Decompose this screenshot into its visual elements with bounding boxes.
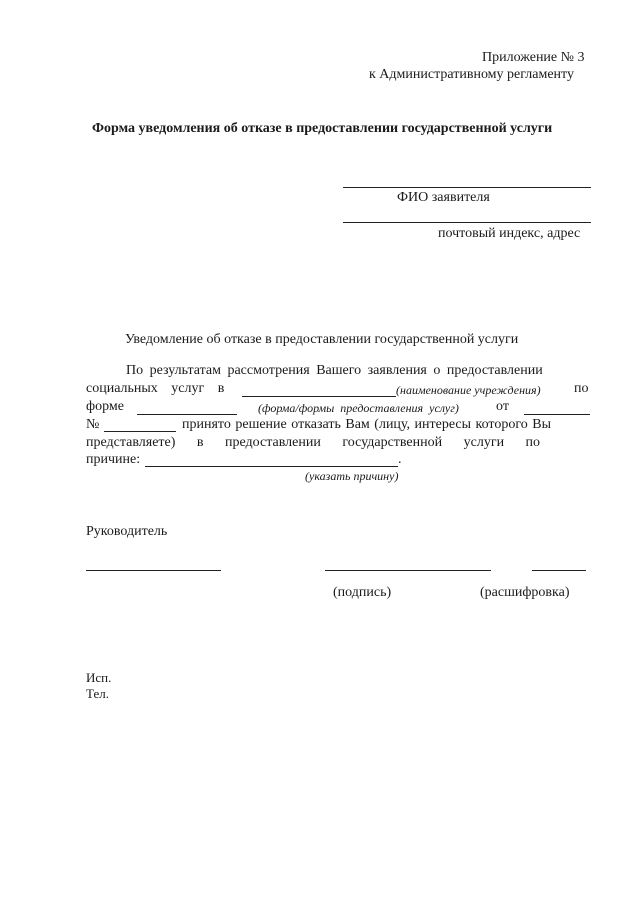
body-line-4-text: принято решение отказать Вам (лицу, интересы которого Вы [182,417,551,432]
applicant-name-label: ФИО заявителя [397,190,490,205]
decode-line [532,570,586,571]
reason-blank [145,466,398,467]
form-blank [137,414,237,415]
body-line-6-reason: причине: [86,452,141,467]
executor-label: Исп. [86,670,112,685]
body-line-4-number: № [86,417,100,432]
form-title: Форма уведомления об отказе в предоставлении государственной услуги [92,121,553,136]
institution-blank [242,396,396,397]
body-line-2-end: по [574,381,589,396]
body-line-6-end: . [398,452,402,467]
notice-title: Уведомление об отказе в предоставлении государственной услуги [125,332,519,347]
appendix-number: Приложение № 3 [482,50,585,65]
body-line-3-from: от [496,399,509,414]
appendix-to-regulation: к Административному регламенту [369,67,574,82]
applicant-name-line [343,187,591,188]
signature-label: (подпись) [333,585,392,600]
applicant-address-line [343,222,591,223]
form-hint: (форма/формы предоставления услуг) [258,401,459,415]
body-line-3-start: форме [86,399,124,414]
body-line-5: представляете) в предоставлении государственной услуги по [86,435,541,450]
applicant-address-label: почтовый индекс, адрес [438,226,581,241]
body-line-1: По результатам рассмотрения Вашего заявления о предоставлении [126,363,543,378]
phone-label: Тел. [86,686,109,701]
number-blank [104,431,176,432]
head-position-line [86,570,221,571]
date-blank [524,414,590,415]
head-label: Руководитель [86,524,168,539]
decode-label: (расшифровка) [480,585,570,600]
body-line-2-start: социальных услуг в [86,381,225,396]
signature-line [325,570,491,571]
reason-hint: (указать причину) [305,469,399,483]
institution-hint: (наименование учреждения) [396,383,541,397]
